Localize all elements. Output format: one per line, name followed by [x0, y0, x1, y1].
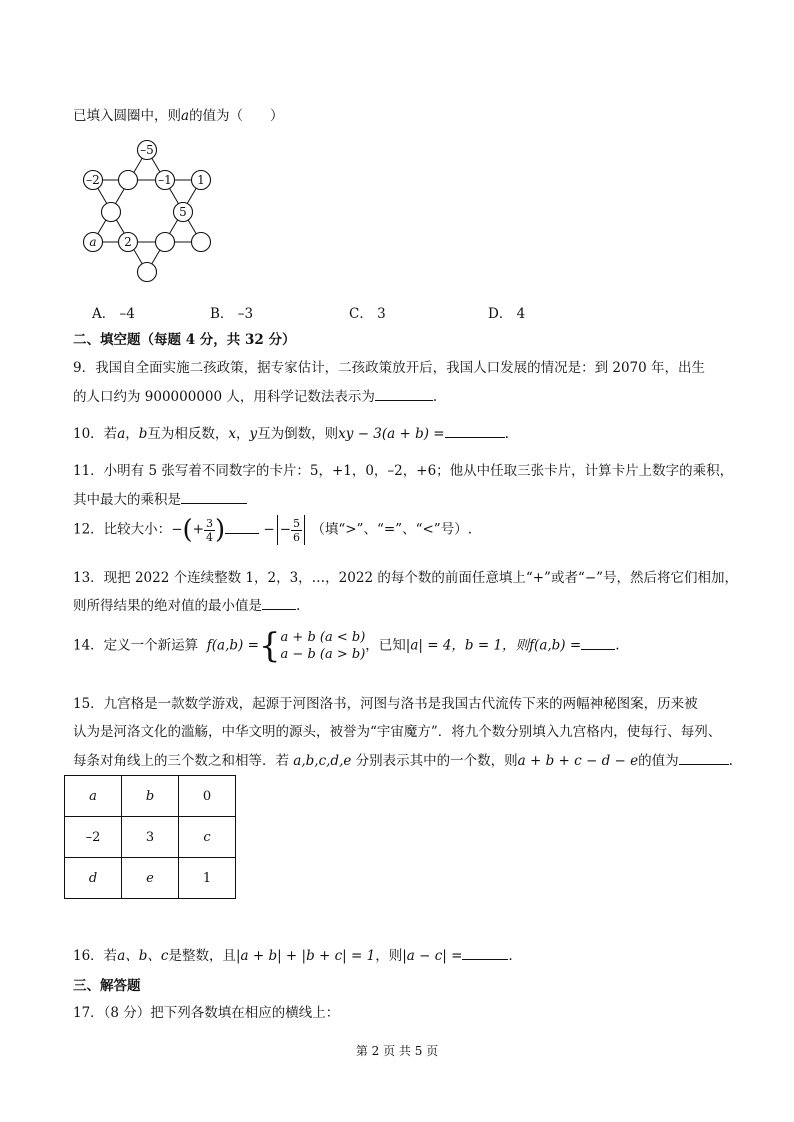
grid-cell: 1: [179, 858, 236, 899]
q16-answer-blank[interactable]: [462, 946, 508, 960]
label-left-upper: –2: [86, 173, 100, 187]
grid-cell: d: [65, 858, 122, 899]
q15-line1: 15．九宫格是一款数学游戏，起源于河图洛书，河图与洛书是我国古代流传下来的两幅神秘图案，历来被: [73, 696, 698, 712]
q9-answer-blank[interactable]: [375, 387, 433, 401]
grid-cell: b: [122, 776, 179, 817]
q14-answer-blank[interactable]: [581, 636, 615, 650]
q8-stem-suffix: 的值为（ ）: [189, 108, 284, 124]
q8-option-a: A． –4: [92, 306, 135, 322]
q8-star-figure: [74, 138, 224, 288]
q9-line1: 9．我国自全面实施二孩政策，据专家估计，二孩政策放开后，我国人口发展的情况是：到 2070 年，出生: [73, 360, 706, 376]
q12-fraction-1: $\frac{3}{4}$: [205, 516, 213, 544]
q13-answer-blank[interactable]: [262, 596, 296, 610]
q11-line2: 其中最大的乘积是: [73, 488, 247, 508]
label-left-lower: a: [89, 235, 97, 249]
q14-cases: a + b (a < b) a − b (a > b): [280, 630, 366, 662]
q15-line2: 认为是河洛文化的滥觞，中华文明的源头，被誉为“宇宙魔方”．将九个数分别填入九宫格内，使每行、每列、: [73, 724, 722, 740]
circle-inner-left: [102, 203, 121, 222]
q13-line2: 则所得结果的绝对值的最小值是 .: [73, 598, 301, 614]
grid-cell: 3: [122, 817, 179, 858]
label-inner-top-right: –1: [158, 173, 172, 187]
q12-answer-blank[interactable]: [225, 520, 259, 534]
grid-cell: 0: [179, 776, 236, 817]
q15-line3: 每条对角线上的三个数之和相等．若 a,b,c,d,e 分别表示其中的一个数，则a + b + c − d − e的值为 .: [73, 753, 733, 769]
grid-cell: c: [179, 817, 236, 858]
triangle-down: [93, 180, 201, 272]
label-top: –5: [140, 143, 154, 157]
label-inner-right: 5: [179, 205, 187, 219]
label-right-upper: 1: [197, 173, 205, 187]
circle-bottom: [138, 263, 157, 282]
q16-line: 16．若a、b、c是整数，且|a + b| + |b + c| = 1，则|a − c| = .: [73, 948, 513, 964]
q10-line: 10．若a，b互为相反数，x，y互为倒数，则xy − 3(a + b) = .: [73, 426, 509, 442]
section2-title: 二、填空题（每题 4 分，共 32 分）: [73, 332, 296, 348]
q8-option-d: D． 4: [488, 306, 526, 322]
q9-line2: 的人口约为 900000000 人，用科学记数法表示为 .: [73, 389, 438, 405]
q10-answer-blank[interactable]: [445, 424, 505, 438]
grid-cell: a: [65, 776, 122, 817]
q15-magic-square: [64, 775, 236, 899]
circle-inner-top-left: [119, 171, 138, 190]
q11-line1: 11．小明有 5 张写着不同数字的卡片：5，+1，0，–2，+6；他从中任取三张卡片，计算卡片上数字的乘积，: [73, 463, 734, 479]
triangle-up: [93, 150, 201, 242]
q13-line1: 13．现把 2022 个连续整数 1，2，3，…，2022 的每个数的前面任意填上“+”或者“−”号，然后将它们相加，: [73, 570, 739, 586]
page-footer: 第 2 页 共 5 页: [355, 1044, 439, 1058]
grid-cell: –2: [65, 817, 122, 858]
q8-stem-prefix: 已填入圆圈中，则: [73, 108, 181, 124]
q15-answer-blank[interactable]: [679, 751, 729, 765]
label-inner-bottom-left: 2: [124, 235, 132, 249]
circle-right-lower: [192, 233, 211, 252]
q14-line: 14．定义一个新运算 f(a,b) ={ a + b (a < b) a − b (a > b) ，已知|a| = 4，b = 1，则f(a,b) = .: [73, 626, 620, 666]
q8-stem-var: a: [181, 108, 190, 124]
q12-line: 12．比较大小：−(+ $\frac{3}{4}$ ) − − $\frac{5}{6}$ （填“>”、“=”、“<”号）.: [73, 515, 472, 545]
q8-stem: [73, 104, 284, 124]
q17-line: 17．（8 分）把下列各数填在相应的横线上：: [73, 1005, 340, 1021]
grid-cell: e: [122, 858, 179, 899]
q11-answer-blank[interactable]: [181, 490, 247, 504]
circle-inner-bottom-right: [156, 233, 175, 252]
q12-fraction-2: $\frac{5}{6}$: [293, 516, 301, 544]
q8-option-c: C． 3: [349, 306, 386, 322]
q8-option-b: B． –3: [210, 306, 254, 322]
section3-title: 三、解答题: [73, 978, 141, 994]
q10-expression: xy − 3(a + b) =: [338, 426, 445, 442]
